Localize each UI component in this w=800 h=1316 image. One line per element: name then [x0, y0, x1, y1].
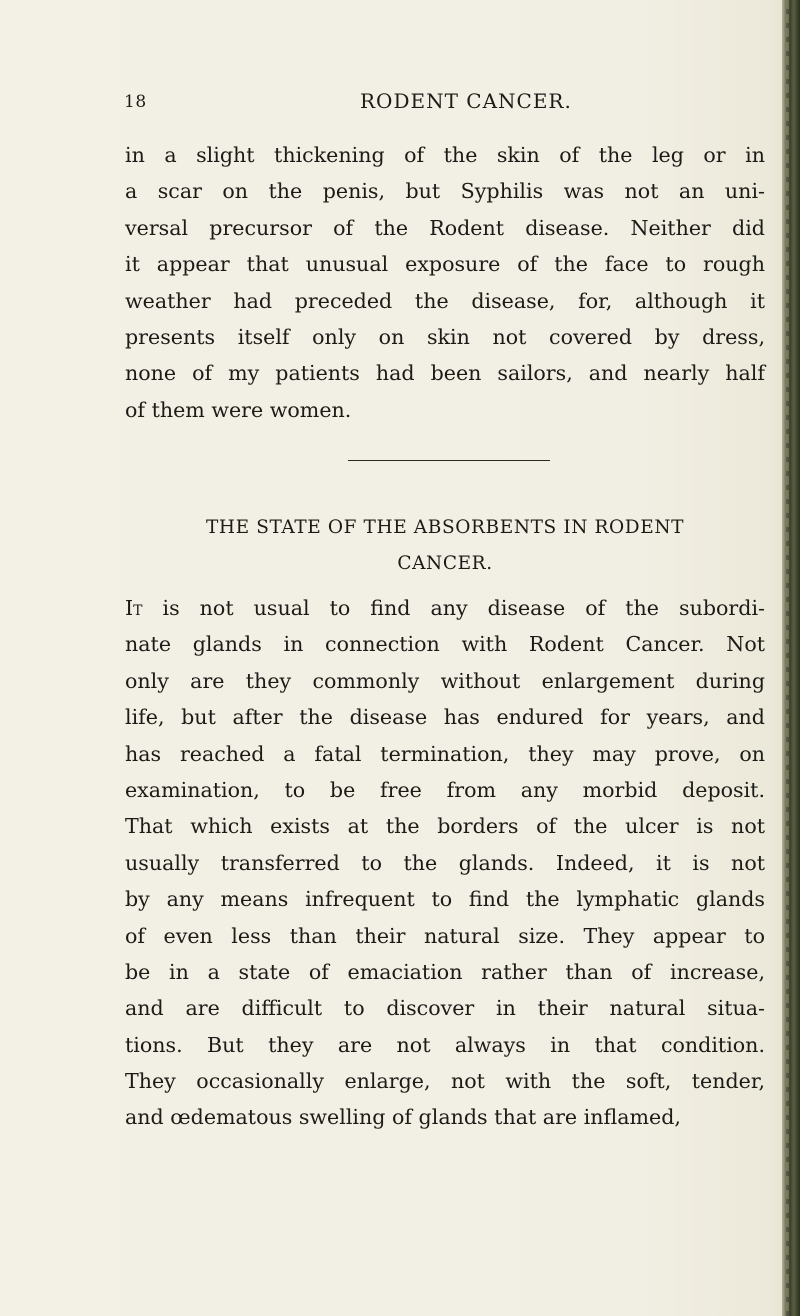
text-line: has reached a fatal termination, they may prove, on: [125, 741, 765, 766]
drop-word: It: [125, 596, 143, 620]
text-line: and are difficult to discover in their natural situa-: [125, 996, 765, 1021]
paragraph-1: [125, 137, 765, 428]
text-line: and œdematous swelling of glands that are inflamed,: [125, 1105, 681, 1130]
text-line: That which exists at the borders of the ulcer is not: [125, 814, 765, 839]
text-line: life, but after the disease has endured for years, and: [125, 705, 765, 730]
text-line: be in a state of emaciation rather than of increase,: [125, 959, 765, 984]
text-line: by any means infrequent to find the lymphatic glands: [125, 887, 765, 912]
text-line: examination, to be free from any morbid deposit.: [125, 777, 765, 802]
text-line: usually transferred to the glands. Indeed, it is not: [125, 850, 765, 875]
book-binding-edge: [782, 0, 800, 1316]
text-line: a scar on the penis, but Syphilis was not an uni-: [125, 179, 765, 204]
section-title-line: THE STATE OF THE ABSORBENTS IN RODENT: [205, 517, 685, 538]
text-line: They occasionally enlarge, not with the soft, tender,: [125, 1069, 765, 1094]
text-line: tions. But they are not always in that condition.: [125, 1032, 765, 1057]
running-head: RODENT CANCER.: [360, 89, 572, 113]
text-line: in a slight thickening of the skin of the leg or in: [125, 143, 765, 167]
text-line: presents itself only on skin not covered by dress,: [125, 324, 765, 349]
page-number: 18: [124, 92, 147, 112]
text-line: weather had preceded the disease, for, although it: [125, 288, 765, 313]
text-line: versal precursor of the Rodent disease. Neither did: [125, 215, 765, 240]
text-line: none of my patients had been sailors, and nearly half: [125, 361, 765, 386]
text-line: only are they commonly without enlargement during: [125, 668, 765, 693]
section-title: [125, 510, 765, 582]
text-line: of even less than their natural size. They appear to: [125, 923, 765, 948]
section-title-line: CANCER.: [397, 553, 493, 574]
paragraph-2: [125, 590, 765, 1136]
section-divider: [348, 460, 550, 461]
text-line: of them were women.: [125, 397, 352, 422]
text-line: it appear that unusual exposure of the face to rough: [125, 252, 765, 277]
text-line: nate glands in connection with Rodent Cancer. Not: [125, 632, 765, 657]
page-header: [0, 86, 780, 116]
text-line: It is not usual to find any disease of the subordi-: [125, 596, 765, 620]
